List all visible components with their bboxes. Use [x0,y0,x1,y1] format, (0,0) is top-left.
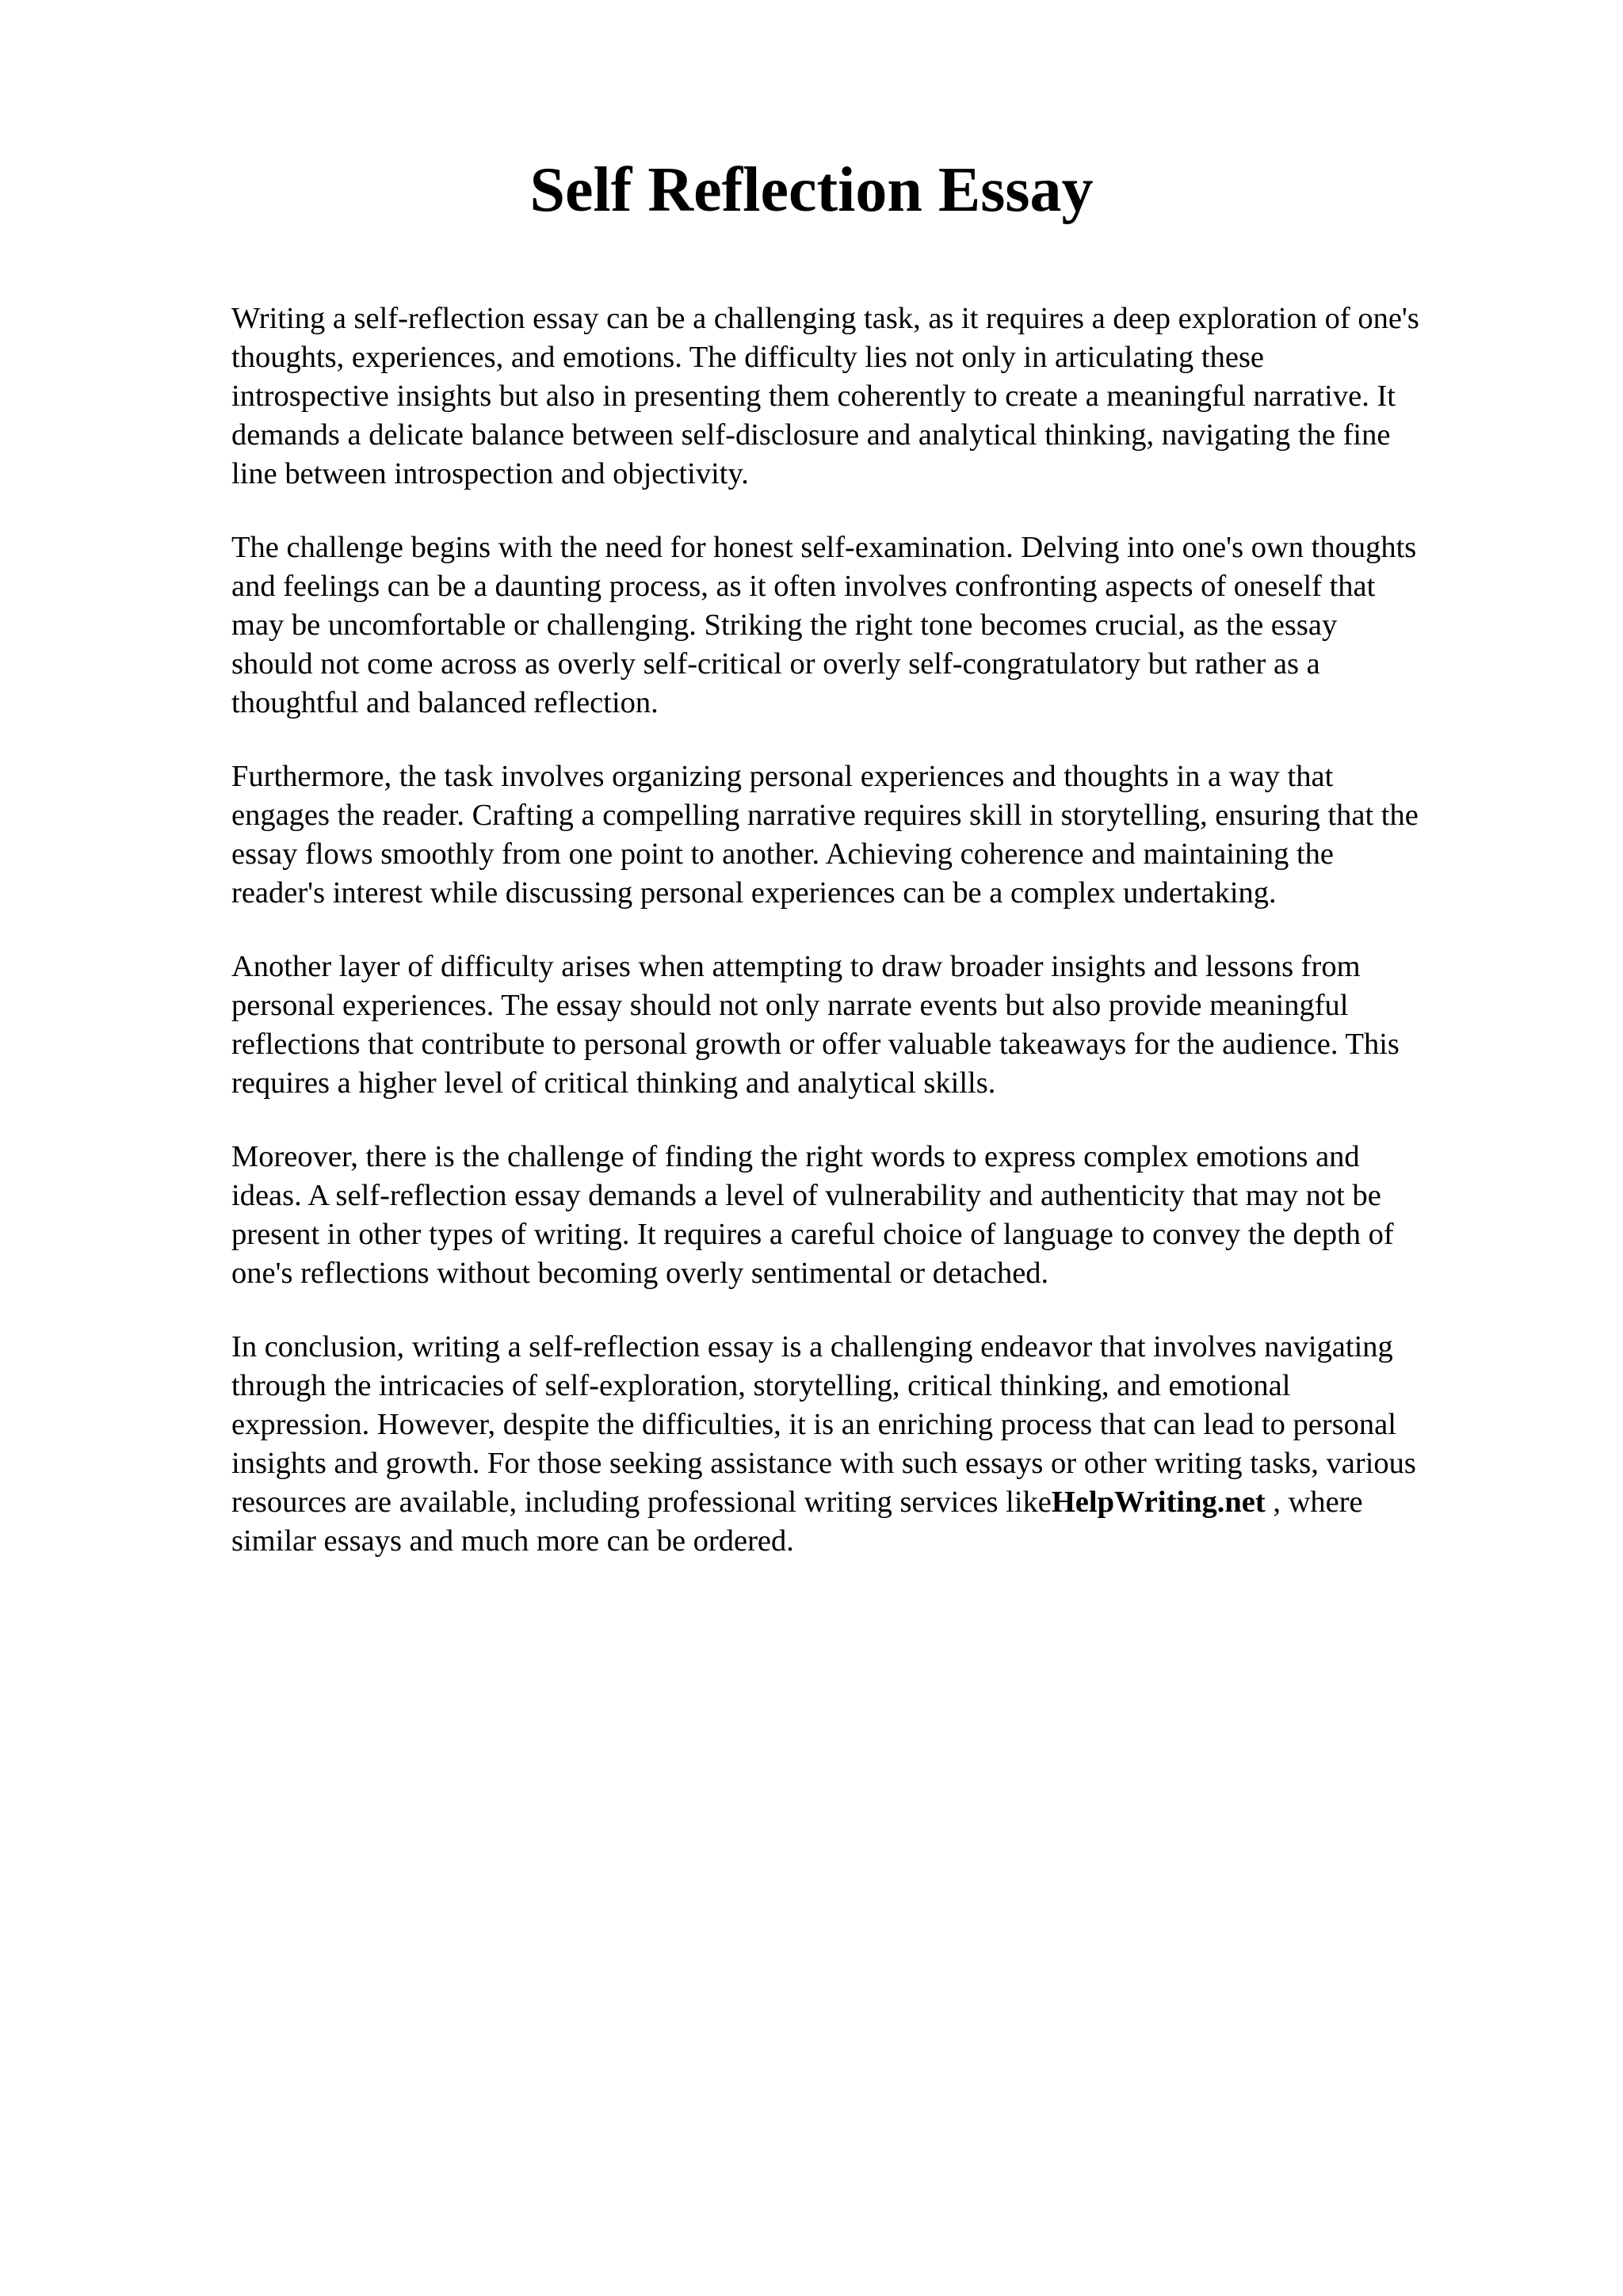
link-line-prefix: resources are available, including professional writing services like [231,1486,1052,1519]
text-line: introspective insights but also in presenting them coherently to create a meaningful narrative. It [231,379,1396,413]
paragraph-1 [231,299,1523,494]
text-line: may be uncomfortable or challenging. Striking the right tone becomes crucial, as the essay [231,608,1338,642]
text-line: ideas. A self-reflection essay demands a level of vulnerability and authenticity that may not be [231,1179,1381,1212]
text-line: personal experiences. The essay should not only narrate events but also provide meaningful [231,989,1349,1022]
text-line: insights and growth. For those seeking assistance with such essays or other writing tasks, various [231,1447,1416,1480]
text-line: essay flows smoothly from one point to another. Achieving coherence and maintaining the [231,837,1335,871]
paragraph-3 [231,757,1523,913]
text-line: Another layer of difficulty arises when attempting to draw broader insights and lessons from [231,950,1361,983]
text-line: Moreover, there is the challenge of finding the right words to express complex emotions and [231,1140,1360,1173]
essay-title: Self Reflection Essay [529,155,1094,225]
link-line-suffix: , where [1265,1486,1363,1519]
paragraph-5 [231,1138,1523,1293]
text-line: reader's interest while discussing personal experiences can be a complex undertaking. [231,876,1277,910]
text-line-with-link [231,1483,1523,1522]
text-line: demands a delicate balance between self-disclosure and analytical thinking, navigating the fine [231,418,1391,452]
essay-body [231,299,1523,1596]
helpwriting-link[interactable]: HelpWriting.net [1051,1486,1266,1519]
paragraph-4 [231,948,1523,1103]
text-line: one's reflections without becoming overly sentimental or detached. [231,1257,1049,1290]
text-line: thoughtful and balanced reflection. [231,686,659,719]
text-line: line between introspection and objectivity. [231,457,749,490]
text-line: Furthermore, the task involves organizing personal experiences and thoughts in a way that [231,760,1334,793]
text-line: Writing a self-reflection essay can be a challenging task, as it requires a deep exploration of one's [231,302,1419,335]
text-line: thoughts, experiences, and emotions. The difficulty lies not only in articulating these [231,341,1265,374]
text-line: The challenge begins with the need for honest self-examination. Delving into one's own thoughts [231,531,1417,564]
text-line: requires a higher level of critical thinking and analytical skills. [231,1066,996,1100]
text-line: similar essays and much more can be ordered. [231,1524,794,1558]
text-line: expression. However, despite the difficulties, it is an enriching process that can lead to personal [231,1408,1396,1441]
text-line: reflections that contribute to personal growth or offer valuable takeaways for the audience. This [231,1028,1400,1061]
text-line: and feelings can be a daunting process, as it often involves confronting aspects of oneself that [231,570,1376,603]
text-line: through the intricacies of self-exploration, storytelling, critical thinking, and emotional [231,1369,1291,1402]
text-line: engages the reader. Crafting a compelling narrative requires skill in storytelling, ensuring that the [231,799,1419,832]
paragraph-conclusion [231,1328,1523,1561]
text-line: In conclusion, writing a self-reflection essay is a challenging endeavor that involves navigating [231,1330,1393,1363]
paragraph-2 [231,528,1523,723]
text-line: present in other types of writing. It requires a careful choice of language to convey the depth of [231,1218,1394,1251]
text-line: should not come across as overly self-critical or overly self-congratulatory but rather as a [231,647,1320,681]
